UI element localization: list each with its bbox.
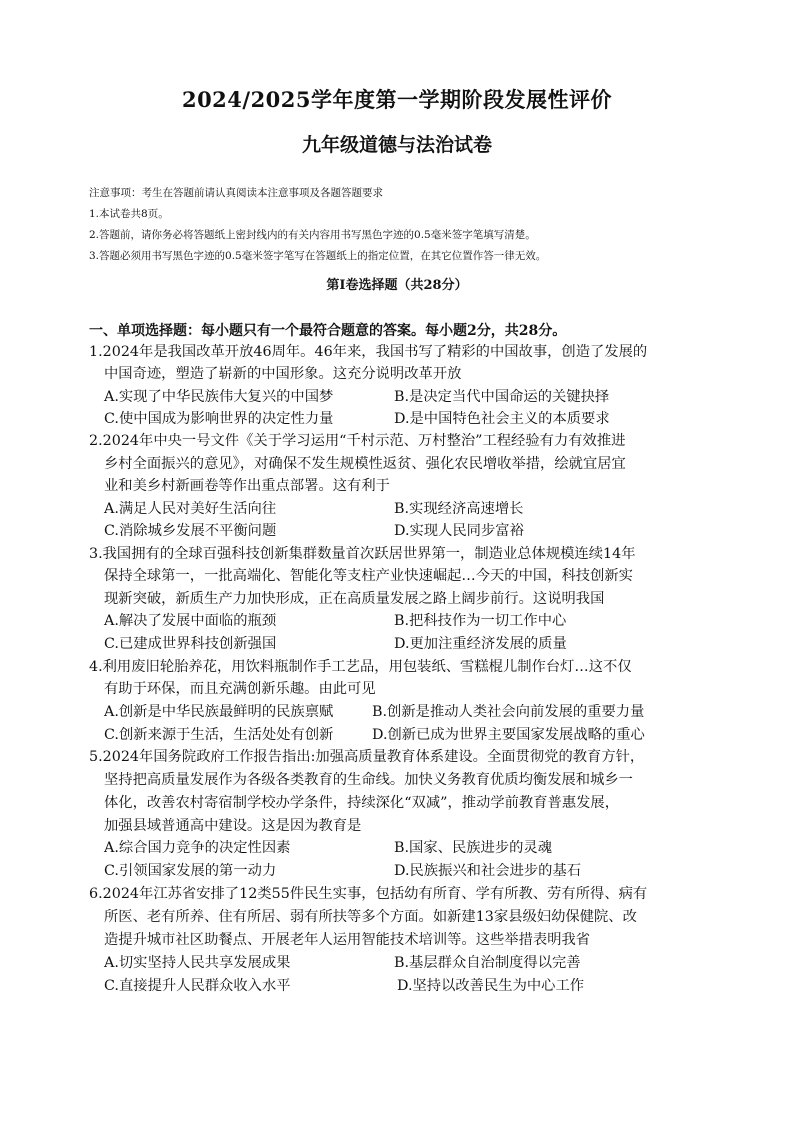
question-1-option-d: D.是中国特色社会主义的本质要求: [394, 411, 610, 427]
question-1-option-a: A.实现了中华民族伟大复兴的中国梦: [104, 389, 334, 405]
question-1-option-c: C.使中国成为影响世界的决定性力量: [104, 411, 334, 427]
notice-line: 2.答题前，请你务必将答题纸上密封线内的有关内容用书写黑色字迹的0.5毫米签字笔填写清楚。: [89, 229, 536, 241]
question-1-option-b: B.是决定当代中国命运的关键抉择: [394, 389, 610, 405]
question-6-line: 造提升城市社区助餐点、开展老年人运用智能技术培训等。这些举措表明我省: [104, 932, 591, 948]
question-6-option-b: B.基层群众自治制度得以完善: [394, 955, 581, 971]
question-5-line: 坚持把高质量发展作为各级各类教育的生命线。加快义务教育优质均衡发展和城乡一: [104, 772, 633, 788]
question-6-line: 所医、老有所养、住有所居、弱有所扶等多个方面。如新建13家县级妇幼保健院、改: [104, 909, 637, 925]
question-2-option-b: B.实现经济高速增长: [394, 501, 524, 517]
exam-title: 2024/2025学年度第一学期阶段发展性评价: [181, 87, 613, 112]
question-5-option-a: A.综合国力竞争的决定性因素: [104, 840, 291, 856]
question-3-line: 保持全球第一，一批高端化、智能化等支柱产业快速崛起…今天的中国，科技创新实: [104, 568, 633, 584]
question-3-option-a: A.解决了发展中面临的瓶颈: [104, 613, 277, 629]
question-3-option-c: C.已建成世界科技创新强国: [104, 636, 277, 652]
question-6-option-c: C.直接提升人民群众收入水平: [104, 978, 291, 994]
question-3-line: 现新突破，新质生产力加快形成，正在高质量发展之路上阔步前行。这说明我国: [104, 591, 605, 607]
question-2-option-c: C.消除城乡发展不平衡问题: [104, 523, 277, 539]
question-2-option-a: A.满足人民对美好生活向往: [104, 501, 277, 517]
question-4-option-d: D.创新已成为世界主要国家发展战略的重心: [372, 727, 645, 743]
exam-subtitle: 九年级道德与法治试卷: [301, 134, 492, 156]
question-1-line: 中国奇迹，塑造了崭新的中国形象。这充分说明改革开放: [104, 366, 462, 382]
question-3-option-d: D.更加注重经济发展的质量: [394, 636, 567, 652]
question-5-line: 5.2024年国务院政府工作报告指出:加强高质量教育体系建设。全面贯彻党的教育方针，: [89, 749, 645, 765]
question-2-line: 乡村全面振兴的意见》，对确保不发生规模性返贫、强化农民增收举措，绘就宜居宜: [104, 456, 626, 472]
question-3-option-b: B.把科技作为一切工作中心: [394, 613, 567, 629]
notice-heading: 注意事项：考生在答题前请认真阅读本注意事项及各题答题要求: [89, 187, 383, 199]
question-5-line: 体化，改善农村寄宿制学校办学条件，持续深化“双减”，推动学前教育普惠发展，: [104, 795, 620, 811]
notice-line: 1.本试卷共8页。: [89, 208, 169, 220]
question-6-option-d: D.坚持以改善民生为中心工作: [397, 978, 585, 994]
question-5-option-b: B.国家、民族进步的灵魂: [394, 840, 553, 856]
question-4-option-a: A.创新是中华民族最鲜明的民族禀赋: [104, 704, 334, 720]
section-title: 第Ⅰ卷选择题（共28分）: [326, 278, 468, 293]
question-6-option-a: A.切实坚持人民共享发展成果: [104, 955, 291, 971]
question-4-option-c: C.创新来源于生活，生活处处有创新: [104, 727, 334, 743]
question-4-line: 有助于环保，而且充满创新乐趣。由此可见: [104, 681, 376, 697]
question-3-line: 3.我国拥有的全球百强科技创新集群数量首次跃居世界第一，制造业总体规模连续14年: [89, 546, 636, 562]
question-2-option-d: D.实现人民同步富裕: [394, 523, 524, 539]
notice-line: 3.答题必须用书写黑色字迹的0.5毫米签字笔写在答题纸上的指定位置，在其它位置作答一律无效。: [89, 250, 547, 262]
question-5-option-d: D.民族振兴和社会进步的基石: [394, 863, 582, 879]
question-2-line: 业和美乡村新画卷等作出重点部署。这有利于: [104, 478, 390, 494]
question-2-line: 2.2024年中央一号文件《关于学习运用“千村示范、万村整治”工程经验有力有效推进: [89, 433, 626, 449]
question-6-line: 6.2024年江苏省安排了12类55件民生实事，包括幼有所育、学有所教、劳有所得、病有: [89, 886, 648, 902]
question-4-line: 4.利用废旧轮胎养花，用饮料瓶制作手工艺品，用包装纸、雪糕棍儿制作台灯…这不仅: [89, 659, 632, 675]
question-1-line: 1.2024年是我国改革开放46周年。46年来，我国书写了精彩的中国故事，创造了发展的: [89, 344, 648, 360]
question-4-option-b: B.创新是推动人类社会向前发展的重要力量: [372, 704, 645, 720]
part-heading: 一、单项选择题：每小题只有一个最符合题意的答案。每小题2分，共28分。: [89, 323, 567, 339]
question-5-line: 加强县域普通高中建设。这是因为教育是: [104, 818, 362, 834]
question-5-option-c: C.引领国家发展的第一动力: [104, 863, 277, 879]
